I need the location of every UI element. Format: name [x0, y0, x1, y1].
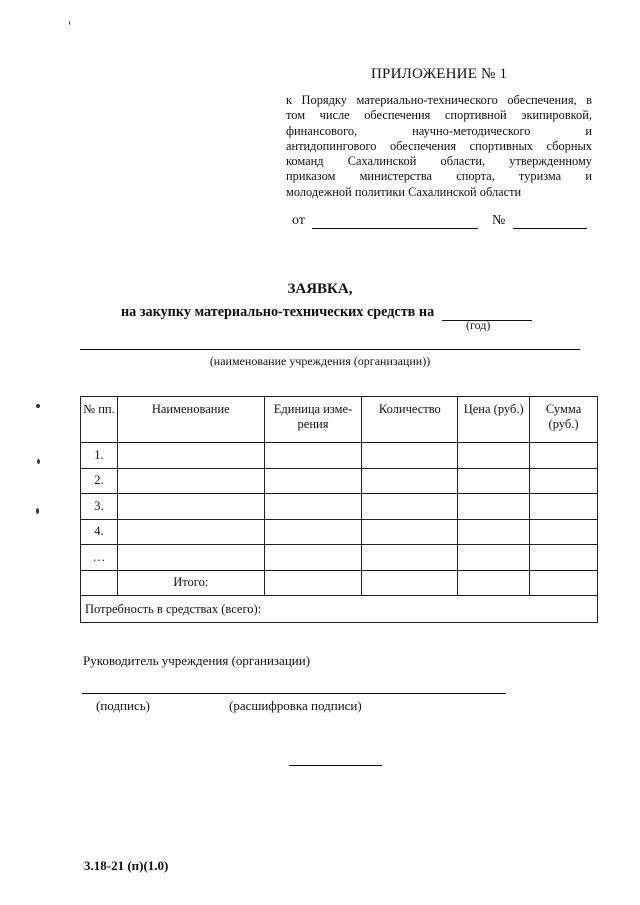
request-title: ЗАЯВКА, [287, 281, 353, 297]
document-code: 3.18-21 (п)(1.0) [84, 858, 169, 873]
table-header-row [81, 397, 598, 443]
appendix-text [286, 93, 592, 200]
appendix-title: ПРИЛОЖЕНИЕ № 1 [371, 66, 508, 82]
appendix-line: к Порядку материально-технического обеспечения, в [286, 93, 592, 107]
signature-line [82, 693, 506, 694]
row-number: 1. [81, 443, 118, 469]
number-label: № [491, 213, 506, 228]
from-label: от [292, 213, 305, 228]
appendix-line: том числе обеспечения спортивной экипировкой, [286, 108, 592, 123]
scan-speck [37, 459, 40, 464]
appendix-line: приказом министерства спорта, туризма и [286, 169, 592, 184]
need-row [81, 596, 598, 623]
col-header-quantity: Количество [362, 397, 458, 443]
total-row [81, 570, 598, 596]
scan-speck [36, 404, 40, 408]
order-number-line [513, 228, 587, 229]
signature-caption: (подпись) [96, 698, 150, 713]
order-date-line [312, 228, 478, 229]
organization-line [80, 349, 580, 350]
row-number: 2. [81, 468, 118, 494]
closing-line [289, 765, 382, 766]
table-row [81, 468, 598, 494]
appendix-line: антидопингового обеспечения спортивных сборных [286, 138, 592, 153]
order-date-number-row [292, 213, 587, 229]
row-number: … [81, 545, 118, 571]
total-label: Итого: [117, 570, 264, 596]
table-row [81, 519, 598, 545]
col-header-price: Цена (руб.) [458, 397, 530, 443]
col-header-sum: Сумма (руб.) [530, 397, 598, 443]
scan-speck [69, 21, 70, 25]
signature-decode-caption: (расшифровка подписи) [229, 698, 362, 713]
appendix-line: финансового, научно-методического и [286, 123, 592, 138]
request-subtitle: на закупку материально-технических средств на [121, 304, 435, 320]
year-caption: (год) [466, 318, 491, 332]
request-table [80, 396, 598, 623]
scan-speck [36, 508, 39, 514]
row-number: 4. [81, 519, 118, 545]
row-number: 3. [81, 494, 118, 520]
table-row [81, 494, 598, 520]
table-row [81, 443, 598, 469]
appendix-line: команд Сахалинской области, утвержденному [286, 154, 592, 169]
col-header-name: Наименование [117, 397, 264, 443]
organization-caption: (наименование учреждения (организации)) [209, 354, 431, 368]
head-label: Руководитель учреждения (организации) [83, 653, 311, 668]
appendix-line: молодежной политики Сахалинской области [286, 184, 522, 199]
table-row [81, 545, 598, 571]
need-label: Потребность в средствах (всего): [81, 596, 598, 623]
col-header-unit: Единица изме-рения [264, 397, 362, 443]
col-header-number: № пп. [81, 397, 118, 443]
